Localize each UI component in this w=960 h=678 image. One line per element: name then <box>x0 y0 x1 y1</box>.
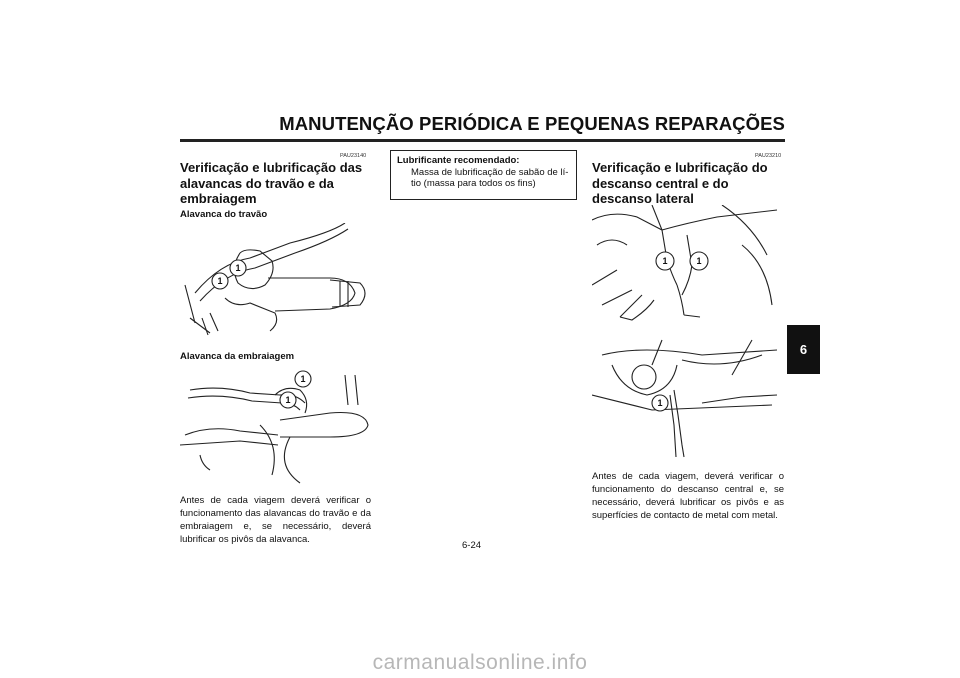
chapter-tab[interactable]: 6 <box>787 325 820 374</box>
svg-text:1: 1 <box>300 374 306 384</box>
brake-lever-illustration <box>180 223 375 341</box>
svg-text:1: 1 <box>696 256 702 266</box>
page-title: MANUTENÇÃO PERIÓDICA E PEQUENAS REPARAÇÕES <box>279 113 785 134</box>
svg-text:1: 1 <box>217 276 223 286</box>
brake-lever-label: Alavanca do travão <box>180 209 268 220</box>
lubricant-line-2: tio (massa para todos os fins) <box>411 178 536 189</box>
header-rule <box>180 139 785 142</box>
section-heading-levers: Verificação e lubrificação das alavancas do travão e da embraiagem <box>180 160 363 206</box>
stands-paragraph: Antes de cada viagem, deverá verificar o funcionamento do descanso central e, se necessário, deverá lubrificar os pivôs e as superfícies de contacto de metal com metal. <box>592 471 784 521</box>
section-code-right: PAU23210 <box>755 153 782 159</box>
svg-text:1: 1 <box>235 263 241 273</box>
clutch-lever-label: Alavanca da embraiagem <box>180 351 295 362</box>
levers-paragraph: Antes de cada viagem deverá verificar o funcionamento das alavancas do travão e da embraiagem e, se necessário, deverá lubrificar os pivôs da alavanca. <box>180 495 371 545</box>
side-stand-illustration <box>592 335 784 460</box>
svg-text:1: 1 <box>657 398 663 408</box>
recommended-lubricant-box <box>390 150 577 200</box>
center-stand-illustration <box>592 205 784 325</box>
section-code-left: PAU23140 <box>340 153 367 159</box>
section-heading-stands: Verificação e lubrificação do descanso central e do descanso lateral <box>592 160 768 206</box>
watermark: carmanualsonline.info <box>0 651 960 675</box>
clutch-lever-illustration <box>180 365 375 485</box>
svg-text:1: 1 <box>662 256 668 266</box>
page-number: 6-24 <box>462 540 482 551</box>
lubricant-line-1: Massa de lubrificação de sabão de lí- <box>411 166 569 178</box>
svg-text:1: 1 <box>285 395 291 405</box>
lubricant-title: Lubrificante recomendado: <box>397 155 520 166</box>
